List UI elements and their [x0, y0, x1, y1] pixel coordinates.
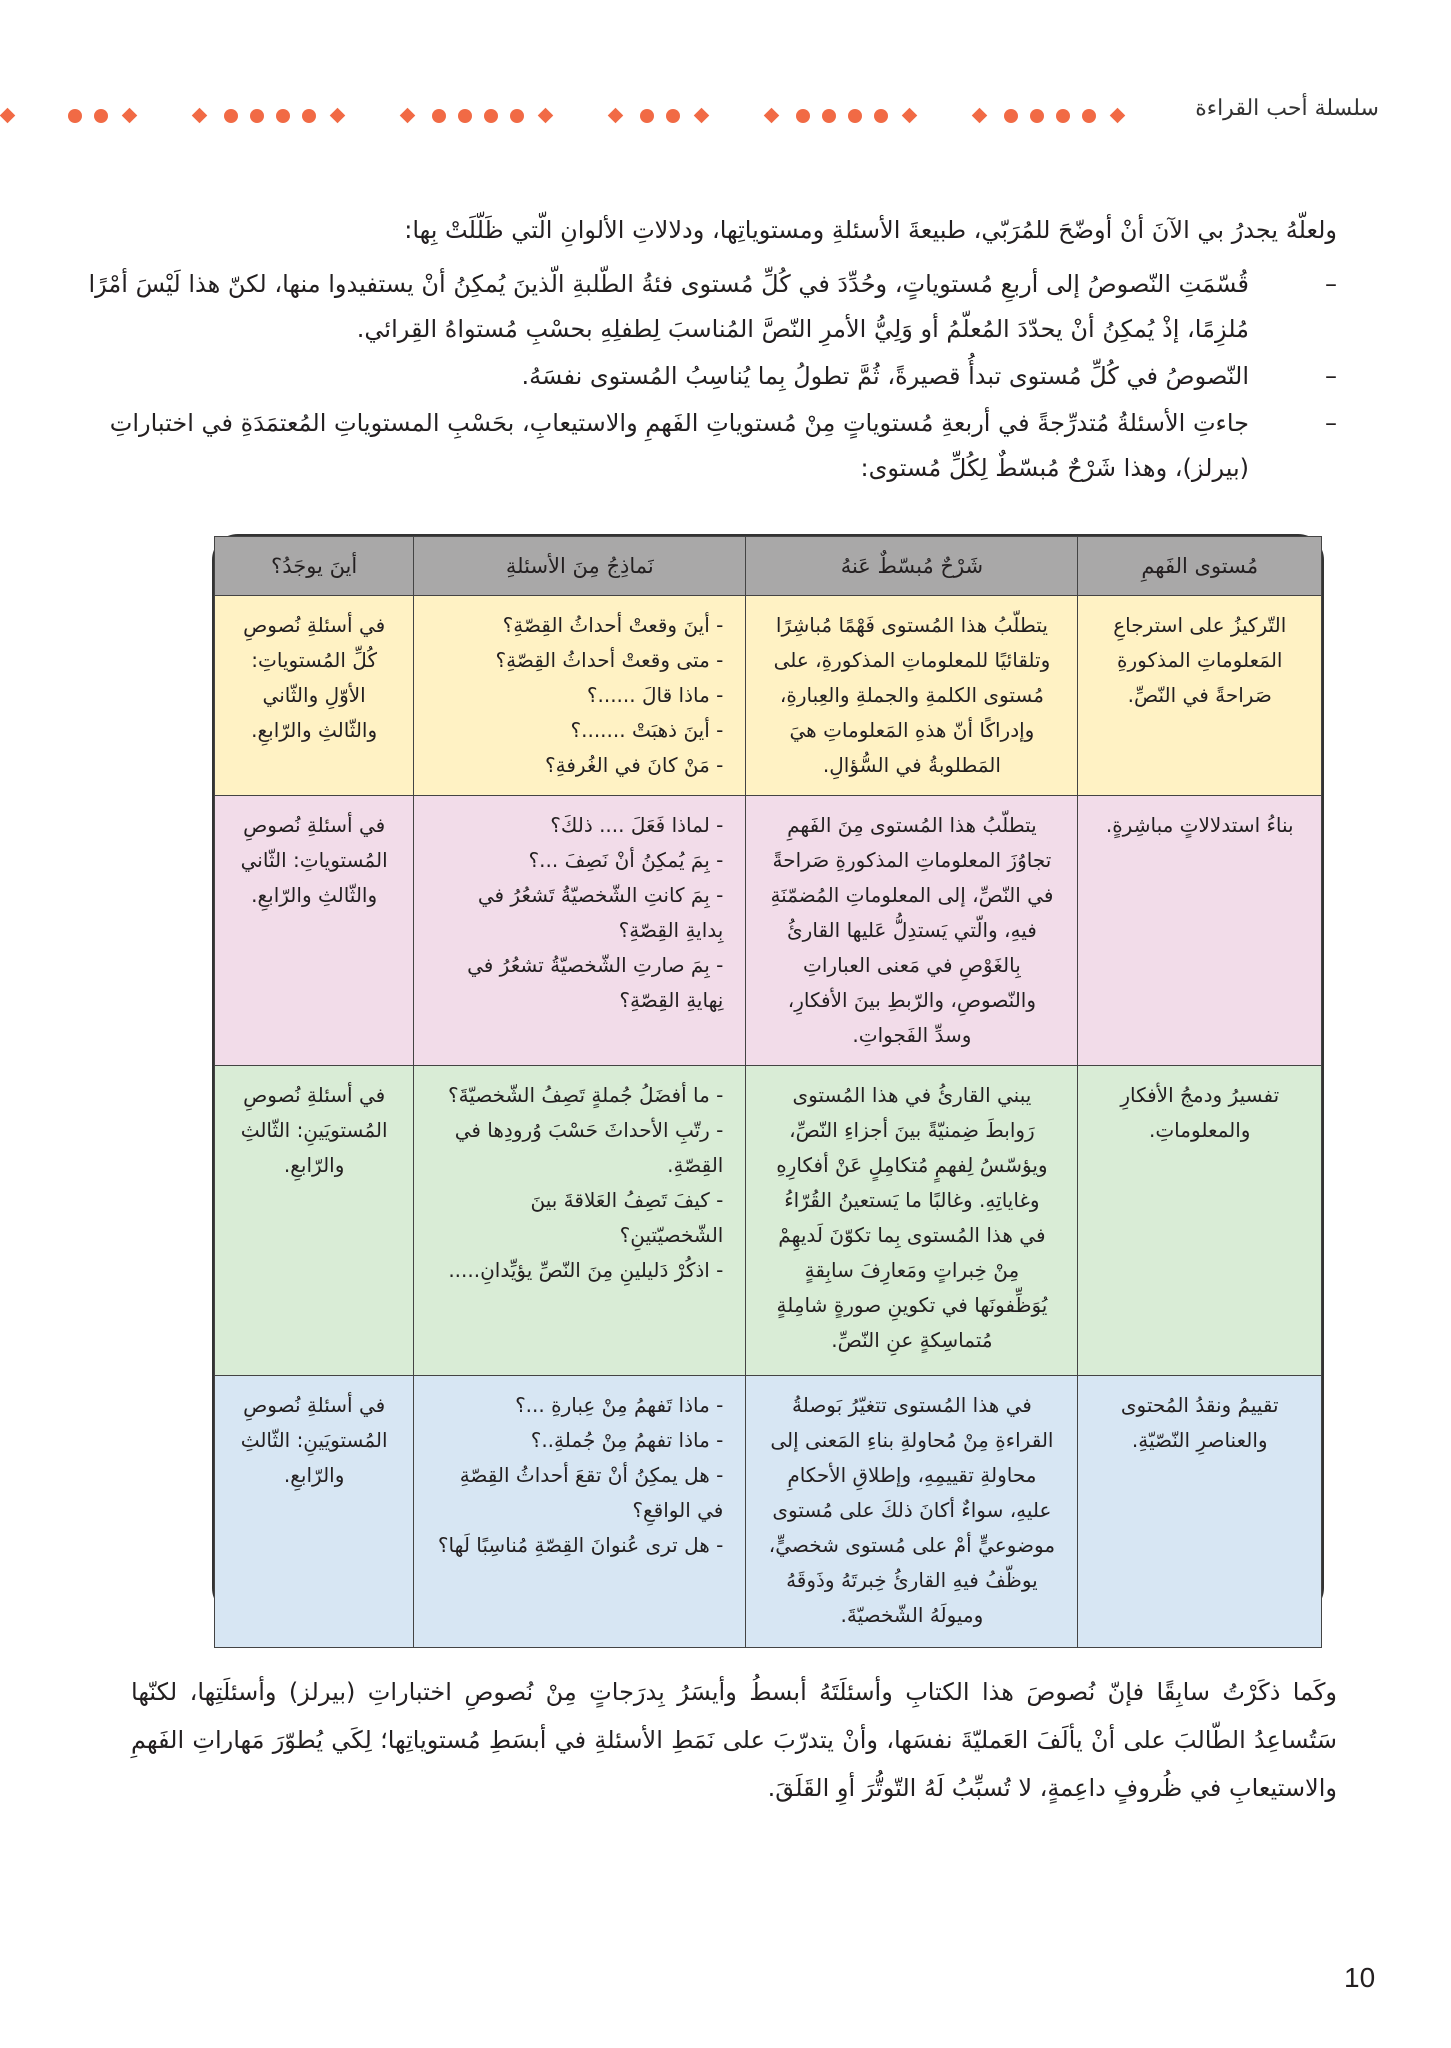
bullet-text: النّصوصُ في كُلِّ مُستوى تبدأُ قصيرةً، ثُمَّ تطولُ بِما يُناسِبُ المُستوى نفسَهُ. — [521, 362, 1249, 390]
level-cell: بناءُ استدلالاتٍ مباشِرةٍ. — [1078, 796, 1322, 1066]
header-where: أينَ يوجَدُ؟ — [215, 537, 414, 596]
sample-question: - متى وقعتْ أحداثُ القِصّةِ؟ — [495, 648, 724, 672]
sample-question: - ما أفضَلُ جُملةٍ تَصِفُ الشّخصيّةَ؟ — [447, 1083, 724, 1107]
bullet-text: جاءتِ الأسئلةُ مُتدرِّجةً في أربعةِ مُستوياتٍ مِنْ مُستوياتِ الفَهمِ والاستيعابِ، بحَسْبِ المستوياتِ المُعتمَدَةِ في اختباراتِ (بيرلز)، وهذا شَرْحٌ مُبسّطٌ لِكُلِّ مُستوى: — [109, 409, 1249, 482]
header-explanation: شَرْحٌ مُبسّطٌ عَنهُ — [746, 537, 1078, 596]
dash-marker: – — [1325, 362, 1337, 390]
questions-cell — [414, 1376, 746, 1648]
sample-question: - مَنْ كانَ في الغُرفةِ؟ — [545, 753, 724, 777]
explanation-cell: يتطلّبُ هذا المُستوى مِنَ الفَهمِ تجاوُزَ المعلوماتِ المذكورةِ صَراحةً في النّصِّ، إلى المعلوماتِ المُضمّنَةِ فيهِ، والّتي يَستدِلُّ عَليها القارئُ بِالغَوْصِ في مَعنى العباراتِ والنّصوصِ، والرّبطِ بينَ الأفكارِ، وسدِّ الفَجواتِ. — [746, 796, 1078, 1066]
sample-question: - رتّبِ الأحداثَ حَسْبَ وُرودِها في القِصّةِ. — [454, 1118, 724, 1177]
sample-question: - بِمَ كانتِ الشّخصيّةُ تَشعُرُ في بِدايةِ القِصّةِ؟ — [477, 883, 724, 942]
sample-question: - هل ترى عُنوانَ القِصّةِ مُناسِبًا لَها؟ — [437, 1533, 724, 1557]
bullet-list — [87, 262, 1337, 493]
level-cell: تفسيرُ ودمجُ الأفكارِ والمعلوماتِ. — [1078, 1066, 1322, 1376]
explanation-cell: يتطلّبُ هذا المُستوى فَهْمًا مُباشِرًا وتلقائيًا للمعلوماتِ المذكورةِ، على مُستوى الكلمةِ والجملةِ والعِبارةِ، وإدراكًا أنّ هذهِ المَعلوماتِ هيَ المَطلوبةُ في السُّؤالِ. — [746, 596, 1078, 796]
explanation-cell: يبني القارئُ في هذا المُستوى رَوابطَ ضِمنيّةً بينَ أجزاءِ النّصِّ، ويؤسّسُ لِفهمٍ مُتكامِلٍ عَنْ أفكارِهِ وغاياتِهِ. وغالبًا ما يَستعينُ القُرّاءُ في هذا المُستوى بِما تكوّنَ لَديهِمْ مِنْ خِبراتٍ ومَعارِفَ سابِقةٍ يُوَظِّفونَها في تكوينِ صورةٍ شامِلةٍ مُتماسِكةٍ عنِ النّصِّ. — [746, 1066, 1078, 1376]
where-cell: في أسئلةِ نُصوصِ المُستويَينِ: الثّالثِ والرّابعِ. — [215, 1376, 414, 1648]
where-cell: في أسئلةِ نُصوصِ المُستويَينِ: الثّالثِ والرّابعِ. — [215, 1066, 414, 1376]
sample-question: - ماذا تَفهمُ مِنْ عِبارةِ ...؟ — [515, 1393, 724, 1417]
table-row — [215, 1376, 1322, 1648]
dash-marker: – — [1325, 409, 1337, 437]
table-row — [215, 1066, 1322, 1376]
sample-question: - كيفَ تَصِفُ العَلاقةَ بينَ الشّخصيّتينِ؟ — [530, 1188, 724, 1247]
where-cell: في أسئلةِ نُصوصِ المُستوياتِ: الثّاني والثّالثِ والرّابعِ. — [215, 796, 414, 1066]
table-row — [215, 596, 1322, 796]
where-cell: في أسئلةِ نُصوصِ كُلِّ المُستوياتِ: الأوّلِ والثّاني والثّالثِ والرّابعِ. — [215, 596, 414, 796]
comprehension-levels-table — [212, 534, 1324, 1627]
page-number: 10 — [1344, 1962, 1376, 1993]
decorative-dots — [6, 104, 1196, 128]
sample-question: - هل يمكِنُ أنْ تقعَ أحداثُ القِصّةِ في الواقعِ؟ — [459, 1463, 724, 1522]
closing-paragraph: وكَما ذكَرْتُ سابِقًا فإنّ نُصوصَ هذا الكتابِ وأسئلَتَهُ أبسطُ وأيسَرُ بِدرَجاتٍ مِنْ نُصوصِ اختباراتِ (بيرلز) وأسئلَتِها، لكنّها سَتُساعِدُ الطّالبَ على أنْ يألَفَ العَمليّةَ نفسَها، وأنْ يتدرّبَ على نَمَطِ الأسئلةِ في أبسَطِ مُستوياتِها؛ لِكَي يُطوّرَ مَهاراتِ الفَهمِ والاستيعابِ في ظُروفٍ داعِمةٍ، لا تُسبِّبُ لَهُ التّوتُّرَ أوِ القَلَقَ. — [131, 1678, 1337, 1802]
table-row — [215, 796, 1322, 1066]
questions-cell — [414, 596, 746, 796]
sample-question: - ماذا قالَ ......؟ — [586, 683, 724, 707]
sample-question: - أينَ وقعتْ أحداثُ القِصّةِ؟ — [502, 613, 724, 637]
page-header — [6, 96, 1451, 136]
sample-question: - أينَ ذهبَتْ .......؟ — [570, 718, 724, 742]
sample-question: - اذكُرْ دَليلينِ مِنَ النّصِّ يؤيِّدانِ..... — [448, 1258, 724, 1282]
list-item — [87, 354, 1337, 399]
header-sample-questions: نَماذِجُ مِنَ الأسئلةِ — [414, 537, 746, 596]
list-item — [87, 262, 1337, 352]
sample-question: - بِمَ صارتِ الشّخصيّةُ تشعُرُ في نِهايةِ القِصّةِ؟ — [467, 953, 724, 1012]
bullet-text: قُسّمَتِ النّصوصُ إلى أربعِ مُستوياتٍ، وحُدِّدَ في كُلِّ مُستوى فئةُ الطّلبةِ الّذينَ يُمكِنُ أنْ يستفيدوا منها، لكنّ هذا لَيْسَ أمْرًا مُلزِمًا، إذْ يُمكِنُ أنْ يحدّدَ المُعلّمُ أو وَلِيُّ الأمرِ النّصَّ المُناسبَ لِطفلِهِ بحسْبِ مُستواهُ القِرائي. — [88, 270, 1249, 343]
series-title: سلسلة أحب القراءة — [1195, 96, 1379, 121]
intro-paragraph: ولعلّهُ يجدرُ بي الآنَ أنْ أوضّحَ للمُرَبّي، طبيعةَ الأسئلةِ ومستوياتِها، ودلالاتِ الألوانِ الّتي ظَلّلَتْ بِها: — [404, 216, 1337, 244]
sample-question: - ماذا تفهمُ مِنْ جُملةِ..؟ — [530, 1428, 724, 1452]
questions-cell — [414, 796, 746, 1066]
sample-question: - لماذا فَعَلَ .... ذلكَ؟ — [550, 813, 724, 837]
header-level: مُستوى الفَهمِ — [1078, 537, 1322, 596]
level-cell: التّركيزُ على استرجاعِ المَعلوماتِ المذكورةِ صَراحةً في النّصِّ. — [1078, 596, 1322, 796]
level-cell: تقييمُ ونقدُ المُحتوى والعناصرِ النّصّيّةِ. — [1078, 1376, 1322, 1648]
sample-question: - بِمَ يُمكِنُ أنْ نَصِفَ ...؟ — [528, 848, 724, 872]
dash-marker: – — [1325, 270, 1337, 298]
list-item — [87, 401, 1337, 491]
table-header-row — [215, 537, 1322, 596]
questions-cell — [414, 1066, 746, 1376]
explanation-cell: في هذا المُستوى تتغيّرُ بَوصلةُ القراءةِ مِنْ مُحاولةِ بناءِ المَعنى إلى محاولةِ تقييمِهِ، وإطلاقِ الأحكامِ عليهِ، سواءٌ أكانَ ذلكَ على مُستوى موضوعيٍّ أمْ على مُستوى شخصيٍّ، يوظّفُ فيهِ القارئُ خِبرتَهُ وذَوقَهُ وميولَهُ الشّخصيّةَ. — [746, 1376, 1078, 1648]
